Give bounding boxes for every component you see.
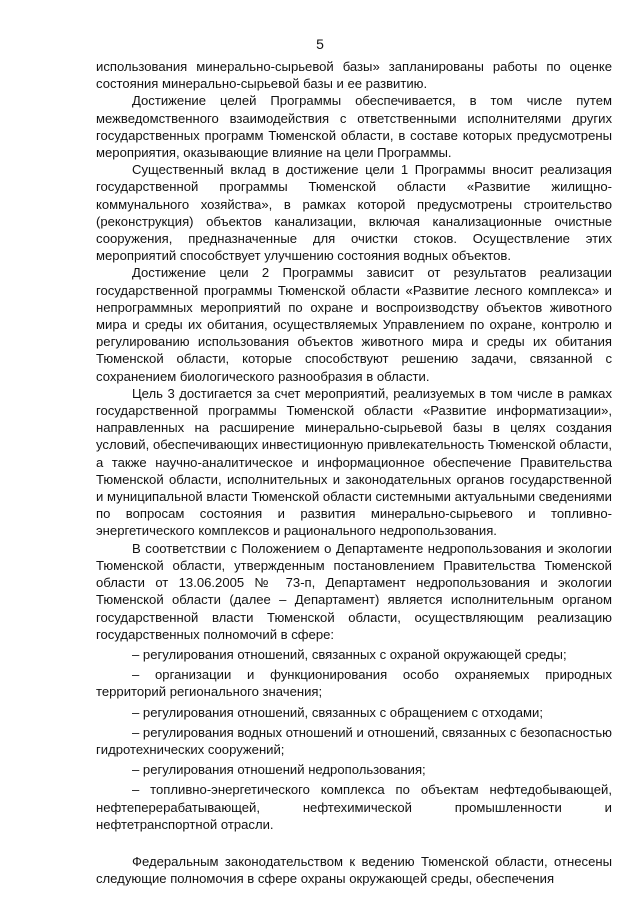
page-number: 5 bbox=[316, 36, 324, 52]
list-item: – регулирования водных отношений и отношений, связанных с безопасностью гидротехнических сооружений; bbox=[96, 724, 612, 757]
paragraph-continuation: использования минерально-сырьевой базы» запланированы работы по оценке состояния минерально-сырьевой базы и ее развитию. bbox=[96, 59, 612, 92]
list-item: – регулирования отношений, связанных с обращением с отходами; bbox=[132, 704, 543, 720]
list-item: – регулирования отношений недропользования; bbox=[132, 762, 426, 778]
paragraph-federal-legislation: Федеральным законодательством к ведению Тюменской области, отнесены следующие полномочия в сфере охраны окружающей среды, обеспечения bbox=[96, 853, 612, 887]
list-item: – регулирования отношений, связанных с охраной окружающей среды; bbox=[132, 646, 567, 662]
paragraph-goal-2: Достижение цели 2 Программы зависит от результатов реализации государственной программы Тюменской области «Развитие лесного комплекса» и непрограммных мероприятий по охране и воспроизводству объектов животного мира и среды их обитания, осуществляемых Управлением по охране, контролю и регулированию использования объектов животного мира и среды их обитания Тюменской области, которые способствуют решению задачи, связанной с сохранением биологического разнообразия в области. bbox=[96, 265, 612, 384]
paragraph-program-goals: Достижение целей Программы обеспечивается, в том числе путем межведомственного взаимодействия с ответственными исполнителями других государственных программ Тюменской области, в составе которых предусмотрены мероприятия, оказывающие влияние на цели Программы. bbox=[96, 93, 612, 161]
document-body bbox=[96, 58, 612, 887]
list-item: – организации и функционирования особо охраняемых природных территорий регионального значения; bbox=[96, 667, 612, 700]
paragraph-goal-3: Цель 3 достигается за счет мероприятий, реализуемых в том числе в рамках государственной программы Тюменской области «Развитие информатизации», направленных на расширение минерально-сырьевой базы в целях создания условий, обеспечивающих инвестиционную привлекательность Тюменской области, а также научно-аналитическое и информационное обеспечение Правительства Тюменской области, исполнительных и законодательных органов государственной и муниципальной власти Тюменской области системными актуальными сведениями по вопросам состояния и развития минерально-сырьевого и топливно-энергетического комплексов и рационального недропользования. bbox=[96, 385, 612, 539]
paragraph-goal-1: Существенный вклад в достижение цели 1 Программы вносит реализация государственной программы Тюменской области «Развитие жилищно-коммунального хозяйства», в рамках которой предусмотрены строительство (реконструкция) объектов канализации, включая канализационные очистные сооружения, предназначенные для очистки стоков. Осуществление этих мероприятий способствует улучшению состояния водных объектов. bbox=[96, 162, 612, 264]
list-item: – топливно-энергетического комплекса по объектам нефтедобывающей, нефтеперерабатывающей, нефтехимической промышленности и нефтетранспортной отрасли. bbox=[96, 782, 612, 832]
paragraph-department-regulation: В соответствии с Положением о Департаменте недропользования и экологии Тюменской области, утвержденным постановлением Правительства Тюменской области от 13.06.2005 № 73-п, Департамент недропользования и экологии Тюменской области (далее – Департамент) является исполнительным органом государственной власти Тюменской области, осуществляющим реализацию государственных полномочий в сфере: bbox=[96, 540, 612, 642]
